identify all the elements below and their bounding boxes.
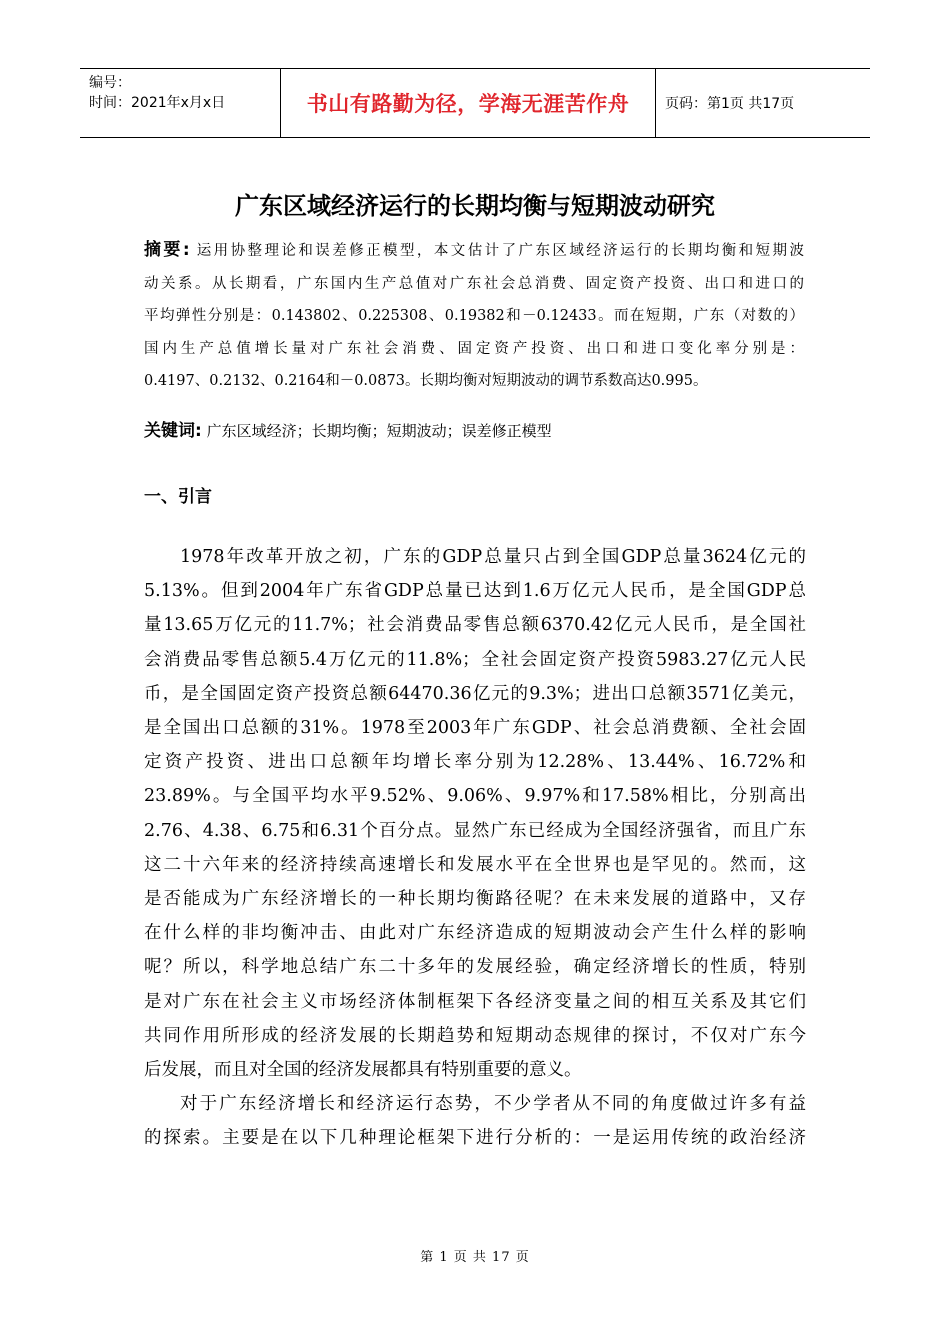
- body-line: 是对广东在社会主义市场经济体制框架下各经济变量之间的相互关系及其它们: [144, 991, 806, 1012]
- section-heading: 一、引言: [144, 487, 212, 507]
- document-title: 广东区域经济运行的长期均衡与短期波动研究: [235, 192, 715, 220]
- page-footer: 第 1 页 共 17 页: [420, 1250, 530, 1265]
- body-line: 是全国出口总额的31%。1978至2003年广东GDP、社会总消费额、全社会固: [144, 718, 806, 739]
- abstract-line: 动关系。从长期看，广东国内生产总值对广东社会总消费、固定资产投资、出口和进口的: [144, 275, 804, 292]
- abstract: [144, 234, 804, 398]
- body-line: 5.13%。但到2004年广东省GDP总量已达到1.6万亿元人民币，是全国GDP总: [144, 581, 806, 602]
- motto: 书山有路勤为径，学海无涯苦作舟: [281, 69, 656, 137]
- keywords: [144, 416, 552, 441]
- keywords-label: 关键词:: [144, 421, 202, 441]
- body-line: 呢？所以，科学地总结广东二十多年的发展经验，确定经济增长的性质，特别: [144, 957, 806, 978]
- body-line: 后发展，而且对全国的经济发展都具有特别重要的意义。: [144, 1060, 582, 1081]
- page-info: 页码：第1页 共17页: [665, 96, 795, 112]
- header-table: [80, 68, 870, 138]
- body-line: 共同作用所形成的经济发展的长期趋势和短期动态规律的探讨，不仅对广东今: [144, 1025, 806, 1046]
- number-label: 编号：: [89, 75, 131, 91]
- body-line: 的探索。主要是在以下几种理论框架下进行分析的：一是运用传统的政治经济: [144, 1128, 806, 1149]
- body-line: 这二十六年来的经济持续高速增长和发展水平在全世界也是罕见的。然而，这: [144, 854, 806, 875]
- body-line: 23.89%。与全国平均水平9.52%、9.06%、9.97%和17.58%相比，分别高出: [144, 786, 806, 807]
- body-line: 定资产投资、进出口总额年均增长率分别为12.28%、13.44%、16.72%和: [144, 752, 806, 773]
- abstract-line: 摘要: 运用协整理论和误差修正模型，本文估计了广东区域经济运行的长期均衡和短期波: [144, 240, 804, 260]
- body-line: 会消费品零售总额5.4万亿元的11.8%；全社会固定资产投资5983.27亿元人民: [144, 649, 806, 670]
- body-line: 是否能成为广东经济增长的一种长期均衡路径呢？在未来发展的道路中，又存: [144, 889, 806, 910]
- abstract-line: 平均弹性分别是：0.143802、0.225308、0.19382和－0.12433。而在短期，广东（对数的）: [144, 308, 804, 324]
- body-line: 量13.65万亿元的11.7%；社会消费品零售总额6370.42亿元人民币，是全国社: [144, 615, 806, 636]
- body-line: 币，是全国固定资产投资总额64470.36亿元的9.3%；进出口总额3571亿美元，: [144, 683, 806, 704]
- body-text: [144, 540, 806, 1156]
- body-line: 2.76、4.38、6.75和6.31个百分点。显然广东已经成为全国经济强省，而且广东: [144, 820, 806, 841]
- abstract-label: 摘要:: [144, 240, 190, 260]
- body-line: 对于广东经济增长和经济运行态势，不少学者从不同的角度做过许多有益: [180, 1094, 806, 1115]
- abstract-line: 0.4197、0.2132、0.2164和－0.0873。长期均衡对短期波动的调节系数高达0.995。: [144, 373, 708, 389]
- time-label: 时间：2021年x月x日: [89, 95, 226, 111]
- abstract-line: 国内生产总值增长量对广东社会消费、固定资产投资、出口和进口变化率分别是：: [144, 340, 804, 357]
- body-line: 在什么样的非均衡冲击、由此对广东经济造成的短期波动会产生什么样的影响: [144, 923, 806, 944]
- keywords-text: 广东区域经济；长期均衡；短期波动；误差修正模型: [206, 422, 552, 440]
- header-meta-cell: [80, 69, 281, 137]
- body-line: 1978年改革开放之初，广东的GDP总量只占到全国GDP总量3624亿元的: [180, 547, 806, 567]
